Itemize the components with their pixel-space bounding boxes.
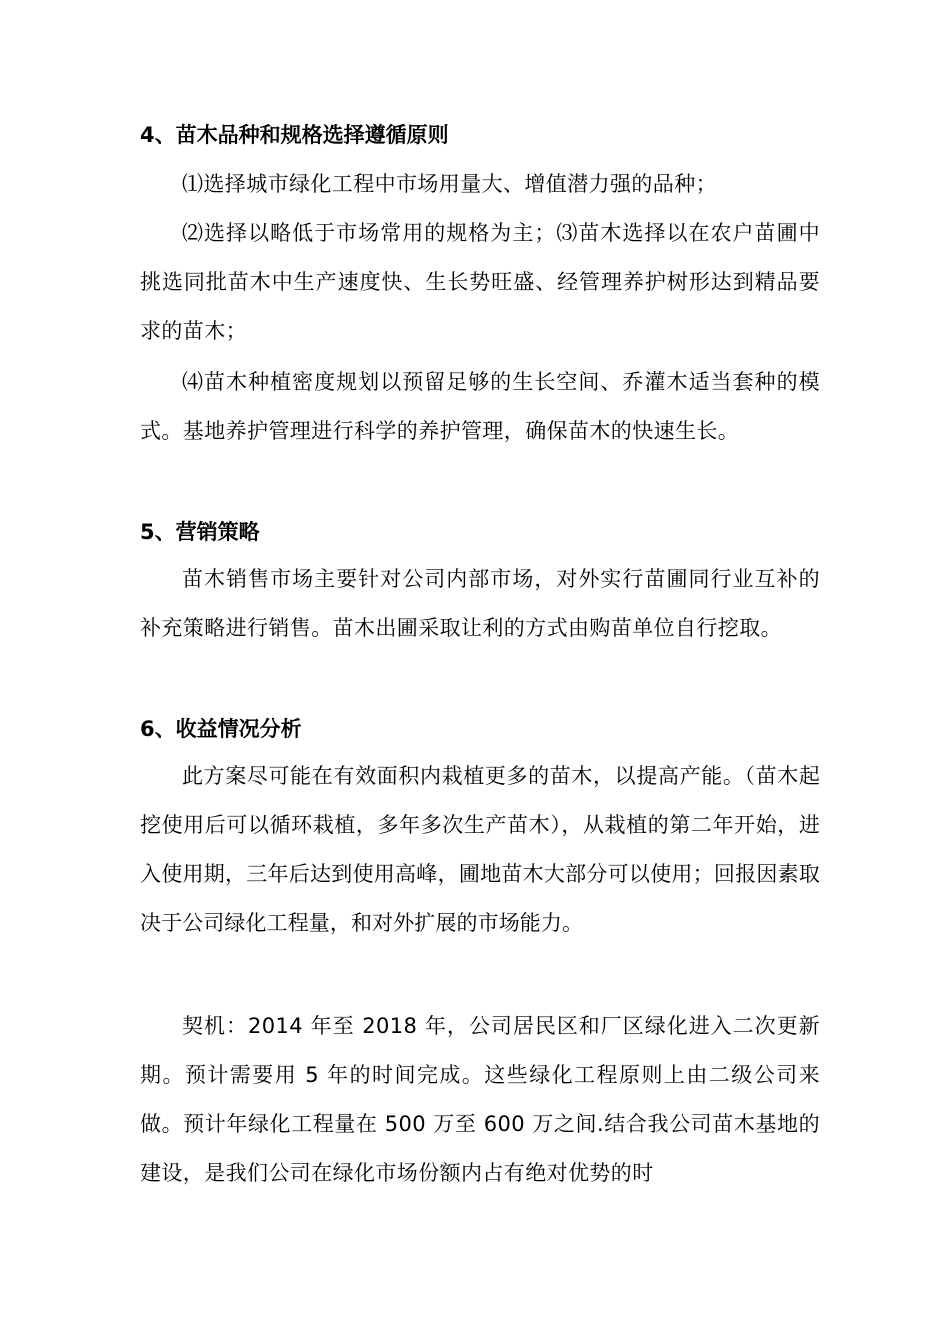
section-heading-6: 6、收益情况分析 — [140, 717, 302, 741]
paragraph-4-2: ⑵选择以略低于市场常用的规格为主；⑶苗木选择以在农户苗圃中挑选同批苗木中生产速度快、生长势旺盛、经管理养护树形达到精品要求的苗木； — [140, 221, 820, 343]
section-heading-4: 4、苗木品种和规格选择遵循原则 — [140, 123, 449, 147]
paragraph-4-3: ⑷苗木种植密度规划以预留足够的生长空间、乔灌木适当套种的模式。基地养护管理进行科学的养护管理，确保苗木的快速生长。 — [140, 370, 820, 443]
paragraph-6-1: 此方案尽可能在有效面积内栽植更多的苗木，以提高产能。（苗木起挖使用后可以循环栽植，多年多次生产苗木），从栽植的第二年开始，进入使用期，三年后达到使用高峰，圃地苗木大部分可以使用；回报因素取决于公司绿化工程量，和对外扩展的市场能力。 — [140, 764, 820, 935]
paragraph-5-1: 苗木销售市场主要针对公司内部市场，对外实行苗圃同行业互补的补充策略进行销售。苗木出圃采取让利的方式由购苗单位自行挖取。 — [140, 567, 820, 640]
section-heading-5: 5、营销策略 — [140, 520, 260, 544]
paragraph-6-2: 契机：2014 年至 2018 年，公司居民区和厂区绿化进入二次更新期。预计需要用 5 年的时间完成。这些绿化工程原则上由二级公司来做。预计年绿化工程量在 500 万至 600 万之间.结合我公司苗木基地的建设，是我们公司在绿化市场份额内占有绝对优势的时 — [140, 1014, 820, 1185]
paragraph-4-1: ⑴选择城市绿化工程中市场用量大、增值潜力强的品种； — [182, 172, 717, 196]
